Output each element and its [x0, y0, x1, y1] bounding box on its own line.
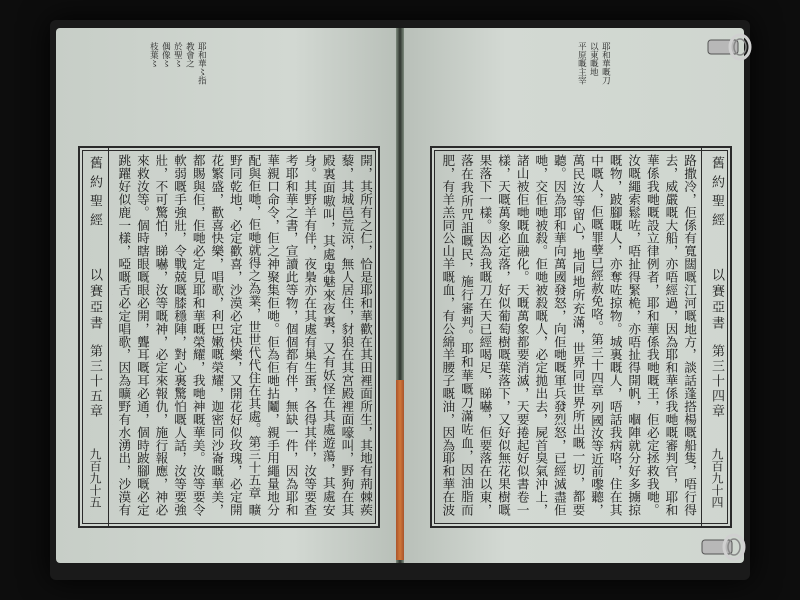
right-margin-notes-1: [600, 42, 609, 85]
page-edge-ribbon: [396, 380, 404, 560]
right-page-number: 九百九十四: [710, 448, 724, 508]
left-margin-note-3: 於聖〻: [172, 42, 183, 68]
left-margin-notes-4: [160, 42, 169, 68]
left-margin-notes-5: [148, 42, 157, 68]
left-header-chapter: 第三十五章: [87, 344, 102, 419]
right-header-book: 以賽亞書: [709, 268, 724, 332]
left-margin-note-1: 耶和華〻指: [196, 42, 207, 85]
right-page: [404, 28, 744, 563]
top-binder-clip-icon: [706, 30, 752, 64]
left-page-number: 九百九十五: [88, 448, 102, 508]
left-margin-notes-2: [184, 42, 193, 68]
left-margin-notes-3: [172, 42, 181, 68]
left-header-title: 舊約聖經: [87, 156, 102, 232]
right-margin-notes-2: [588, 42, 597, 76]
left-page: [56, 28, 396, 563]
left-header-book: 以賽亞書: [87, 268, 102, 332]
left-margin-note-5: 枝葉〻: [148, 42, 159, 68]
left-margin-note-2: 教會之: [184, 42, 195, 68]
right-running-header: [701, 148, 730, 526]
left-margin-notes: [196, 42, 205, 85]
left-body-text: 開，其所有之仁，恰是耶和華歡在其田裡面所生，其地有荊棘蒺藜，其城邑荒涼，無人居住，豺狼在其宮殿裡面嚎叫，野狗在其殿裏面嗷叫，其處鬼魅來夜裏，又有妖怪在其處遊蕩，其處安身。其野羊有伴，夜梟亦在其處有巢生蛋，各得其伴，汝等要查考耶和華之書，宣讀此等物，個個都有伴，無缺一件，因為耶和華親口命令，佢之神聚集佢哋。佢為佢哋拈鬮，親手用繩量地分配與佢哋，佢哋就得之為業，世世代代住在其處。第三十五章 曠野同乾地，必定歡喜，沙漠必定快樂，又開花好似玫瑰，必定開花繁盛，歡喜快樂，唱歌，利巴嫩嘅榮耀，迦密同沙崙嘅華美，都賜與佢，佢哋必定見耶和華嘅榮耀，我哋神嘅華美。汝等要令軟弱嘅手強壯，令戰兢嘅膝穩陣，對心裏驚怕嘅人話，汝等要強壯，不可驚怕，睇嚇，汝等嘅神，必定來報仇，施行報應，神必來救汝等。個時瞎眼嘅眼必開，聾耳嘅耳必通，個時跛腳嘅必定跳躍好似鹿一樣，啞嘅舌必定唱歌，因為曠野有水湧出，沙漠有: [116, 154, 373, 516]
right-margin-note-1: 耶和華嘅刀: [600, 42, 611, 85]
left-text-frame: [78, 146, 380, 528]
right-margin-notes-3: [576, 42, 585, 85]
bottom-binder-clip-icon: [700, 530, 746, 564]
right-header-chapter: 第三十四章: [709, 344, 724, 419]
right-margin-note-2: 以東嘅地: [588, 42, 599, 76]
right-margin-note-3: 平原嘅主宰: [576, 42, 587, 85]
left-margin-note-4: 偶像〻: [160, 42, 171, 68]
left-running-header: [80, 148, 109, 526]
right-body-text: 路撒冷，佢係有寬闊嘅江河嘅地方，談話蓬搭楊嘅船隻，唔行得去，威嚴嘅大船，亦唔經過，因為耶和華係我哋嘅審判官，耶和華係我哋嘅設立律例者，耶和華係我哋嘅王，佢必定拯救我哋。汝嘅繩索鬆咗，唔扯得緊桅，亦唔扯得開帆，嗰陣就分好多擄掠嘅物，跛腳嘅人，亦奪咗掠物。城裏嘅人，唔話我病咯，住在其中嘅人，佢嘅罪孽已經赦免咯。第三十四章 列國汝等近前嚟聽，萬民汝等留心，地同地所充滿，世界同世界所出嘅一切，都要聽。因為耶和華向萬國發怒，向佢哋嘅軍兵發烈怒，已經滅盡佢哋，交佢哋被殺。佢哋被殺嘅人，必定拋出去，屍首臭氣沖上，諸山被佢哋嘅血融化。天嘅萬象都要消滅，天要捲起好似書卷一樣，天嘅萬象必定落，好似葡萄樹嘅葉落下，又好似無花果樹嘅果落下一樣。因為我嘅刀在天已經喝足，睇嚇，佢要落在以東，落在我所咒詛嘅民，施行審判。耶和華嘅刀滿咗血，因油脂而肥，有羊羔同公山羊嘅血，有公綿羊腰子嘅油，因為耶和華在波: [440, 154, 697, 516]
right-text-frame: [430, 146, 732, 528]
right-header-title: 舊約聖經: [709, 156, 724, 232]
